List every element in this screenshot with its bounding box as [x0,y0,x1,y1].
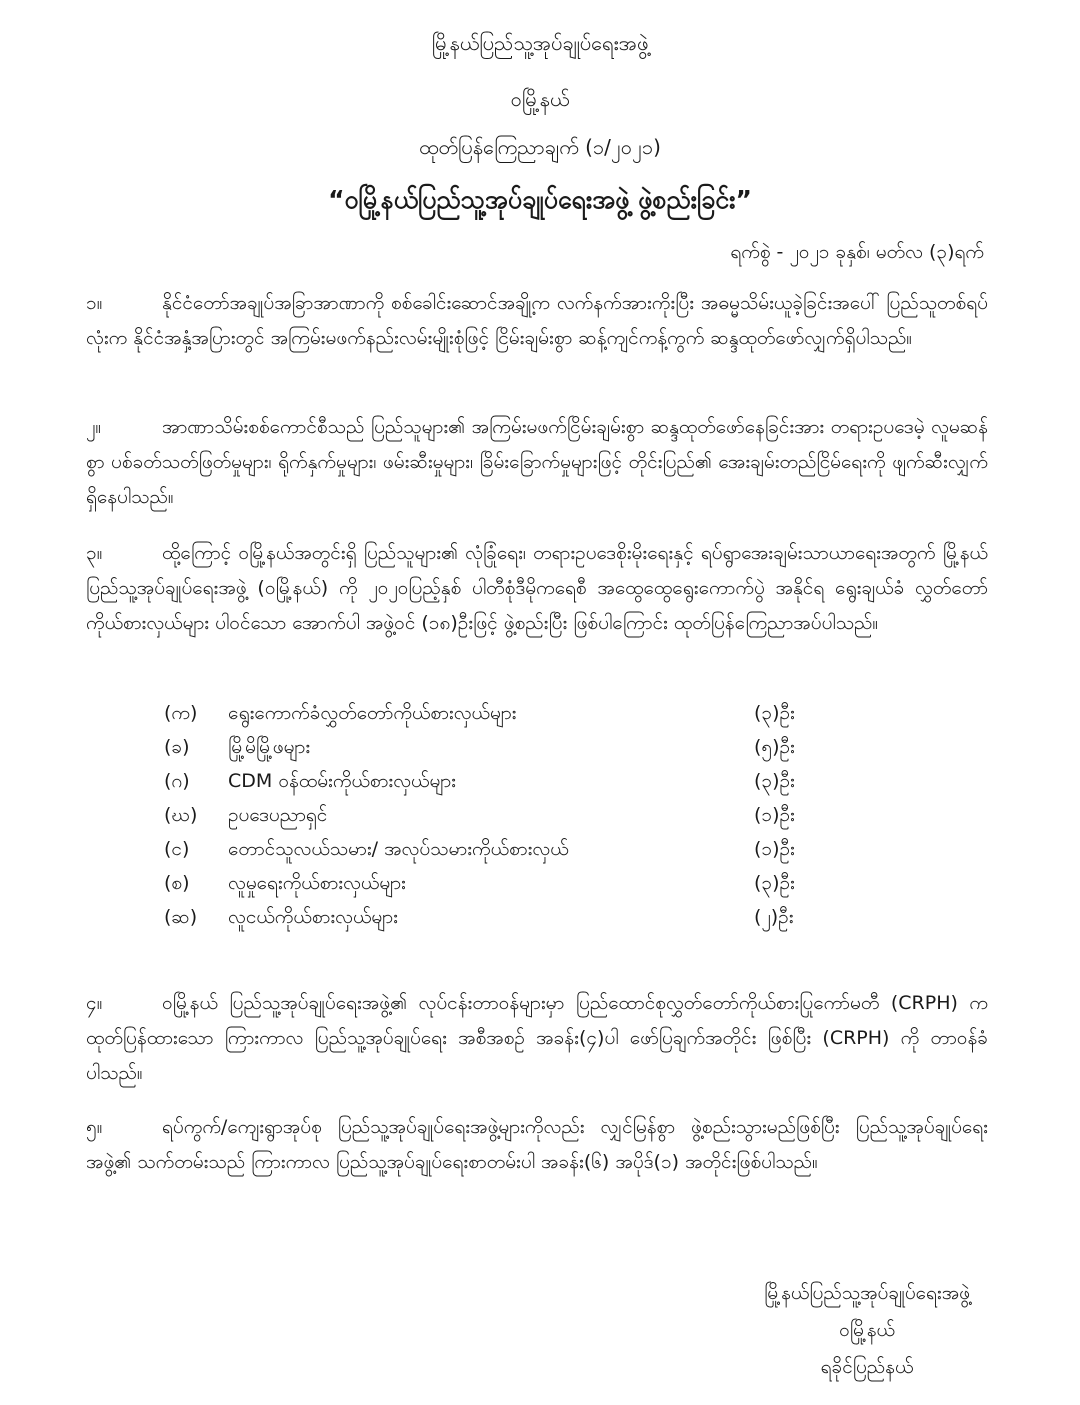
list-label: CDM ဝန်ထမ်းကိုယ်စားလှယ်များ [228,770,456,792]
paragraph-1 [86,286,988,356]
list-count: (၃)ဦး [754,872,795,894]
document-title: “ဝမြို့နယ်ပြည်သူ့အုပ်ချုပ်ရေးအဖွဲ့ ဖွဲ့စည်းခြင်း” [328,185,752,214]
list-item [0,798,1080,832]
paragraph-text: နိုင်ငံတော်အချုပ်အခြာအာဏာကို စစ်ခေါင်းဆောင်အချို့က လက်နက်အားကိုးပြီး အဓမ္မသိမ်းယူခဲ့ခြင်းအပေါ် ပြည်သူတစ်ရပ်လုံးက နိုင်ငံအနှံ့အပြားတွင် အကြမ်းမဖက်နည်းလမ်းမျိုးစုံဖြင့် ငြိမ်းချမ်းစွာ ဆန့်ကျင်ကန့်ကွက် ဆန္ဒထုတ်ဖော်လျှက်ရှိပါသည်။ [86,292,988,349]
list-item [0,900,1080,934]
list-label: တောင်သူလယ်သမား/ အလုပ်သမားကိုယ်စားလှယ် [228,838,569,860]
list-item [0,866,1080,900]
list-count: (၁)ဦး [754,804,795,826]
paragraph-text: အာဏာသိမ်းစစ်ကောင်စီသည် ပြည်သူများ၏ အကြမ်းမဖက်ငြိမ်းချမ်းစွာ ဆန္ဒထုတ်ဖော်နေခြင်းအား တရားဥပဒေမဲ့ လူမဆန်စွာ ပစ်ခတ်သတ်ဖြတ်မှုများ၊ ရိုက်နှက်မှုများ၊ ဖမ်းဆီးမှုများ၊ ခြိမ်းခြောက်မှုများဖြင့် တိုင်းပြည်၏ အေးချမ်းတည်ငြိမ်ရေးကို ဖျက်ဆီးလျှက်ရှိနေပါသည်။ [86,416,988,508]
paragraph-3 [86,536,988,641]
paragraph-number: ၂။ [86,416,102,438]
announcement-number: ထုတ်ပြန်ကြေညာချက် (၁/၂၀၂၁) [419,135,661,159]
signature-organization: မြို့နယ်ပြည်သူ့အုပ်ချုပ်ရေးအဖွဲ့ [764,1282,970,1304]
paragraph-number: ၃။ [86,542,103,564]
list-marker: (င) [164,838,190,860]
list-label: လူငယ်ကိုယ်စားလှယ်များ [228,906,398,928]
list-marker: (ဃ) [164,804,198,826]
list-label: ဥပဒေပညာရှင် [228,804,328,826]
list-item [0,696,1080,730]
list-marker: (ဆ) [164,906,198,928]
list-marker: (ခ) [164,736,190,758]
signature-state: ရခိုင်ပြည်နယ် [820,1356,914,1378]
list-item [0,730,1080,764]
organization-heading: မြို့နယ်ပြည်သူ့အုပ်ချုပ်ရေးအဖွဲ့ [431,31,649,55]
paragraph-number: ၅။ [86,1116,103,1138]
list-item [0,764,1080,798]
paragraph-number: ၄။ [86,992,103,1014]
list-marker: (စ) [164,872,190,894]
list-count: (၅)ဦး [754,736,795,758]
list-item [0,832,1080,866]
list-label: ရွေးကောက်ခံလွှတ်တော်ကိုယ်စားလှယ်များ [228,702,517,724]
list-count: (၃)ဦး [754,702,795,724]
list-count: (၂)ဦး [754,906,794,928]
township-heading: ဝမြို့နယ် [510,87,570,111]
document-date: ရက်စွဲ - ၂၀၂၁ ခုနှစ်၊ မတ်လ (၃)ရက် [730,241,984,263]
paragraph-text: ရပ်ကွက်/ကျေးရွာအုပ်စု ပြည်သူ့အုပ်ချုပ်ရေးအဖွဲ့များကိုလည်း လျှင်မြန်စွာ ဖွဲ့စည်းသွားမည်ဖြစ်ပြီး ပြည်သူ့အုပ်ချုပ်ရေးအဖွဲ့၏ သက်တမ်းသည် ကြားကာလ ပြည်သူ့အုပ်ချုပ်ရေးစာတမ်းပါ အခန်း(၆) အပိုဒ်(၁) အတိုင်းဖြစ်ပါသည်။ [86,1116,988,1173]
paragraph-number: ၁။ [86,292,103,314]
signature-block [764,1275,970,1386]
signature-township: ဝမြို့နယ် [839,1319,896,1341]
list-marker: (က) [164,702,198,724]
paragraph-text: ထို့ကြောင့် ဝမြို့နယ်အတွင်းရှိ ပြည်သူများ၏ လုံခြုံရေး၊ တရားဥပဒေစိုးမိုးရေးနှင့် ရပ်ရွာအေးချမ်းသာယာရေးအတွက် မြို့နယ်ပြည်သူ့အုပ်ချုပ်ရေးအဖွဲ့ (ဝမြို့နယ်) ကို ၂၀၂၀ပြည့်နှစ် ပါတီစုံဒီမိုကရေစီ အထွေထွေရွေးကောက်ပွဲ အနိုင်ရ ရွေးချယ်ခံ လွှတ်တော်ကိုယ်စားလှယ်များ ပါဝင်သော အောက်ပါ အဖွဲ့ဝင် (၁၈)ဦးဖြင့် ဖွဲ့စည်းပြီး ဖြစ်ပါကြောင်း ထုတ်ပြန်ကြေညာအပ်ပါသည်။ [86,542,988,634]
list-label: လူမှုရေးကိုယ်စားလှယ်များ [228,872,406,894]
paragraph-4 [86,986,988,1091]
list-marker: (ဂ) [164,770,190,792]
paragraph-5 [86,1110,988,1180]
paragraph-2 [86,410,988,515]
list-label: မြို့မိမြို့ဖများ [228,736,311,758]
list-count: (၃)ဦး [754,770,795,792]
paragraph-text: ဝမြို့နယ် ပြည်သူ့အုပ်ချုပ်ရေးအဖွဲ့၏ လုပ်ငန်းတာဝန်များမှာ ပြည်ထောင်စုလွှတ်တော်ကိုယ်စားပြုကော်မတီ (CRPH) က ထုတ်ပြန်ထားသော ကြားကာလ ပြည်သူ့အုပ်ချုပ်ရေး အစီအစဉ် အခန်း(၄)ပါ ဖော်ပြချက်အတိုင်း ဖြစ်ပြီး (CRPH) ကို တာဝန်ခံပါသည်။ [86,992,988,1084]
list-count: (၁)ဦး [754,838,795,860]
members-list [0,696,1080,934]
